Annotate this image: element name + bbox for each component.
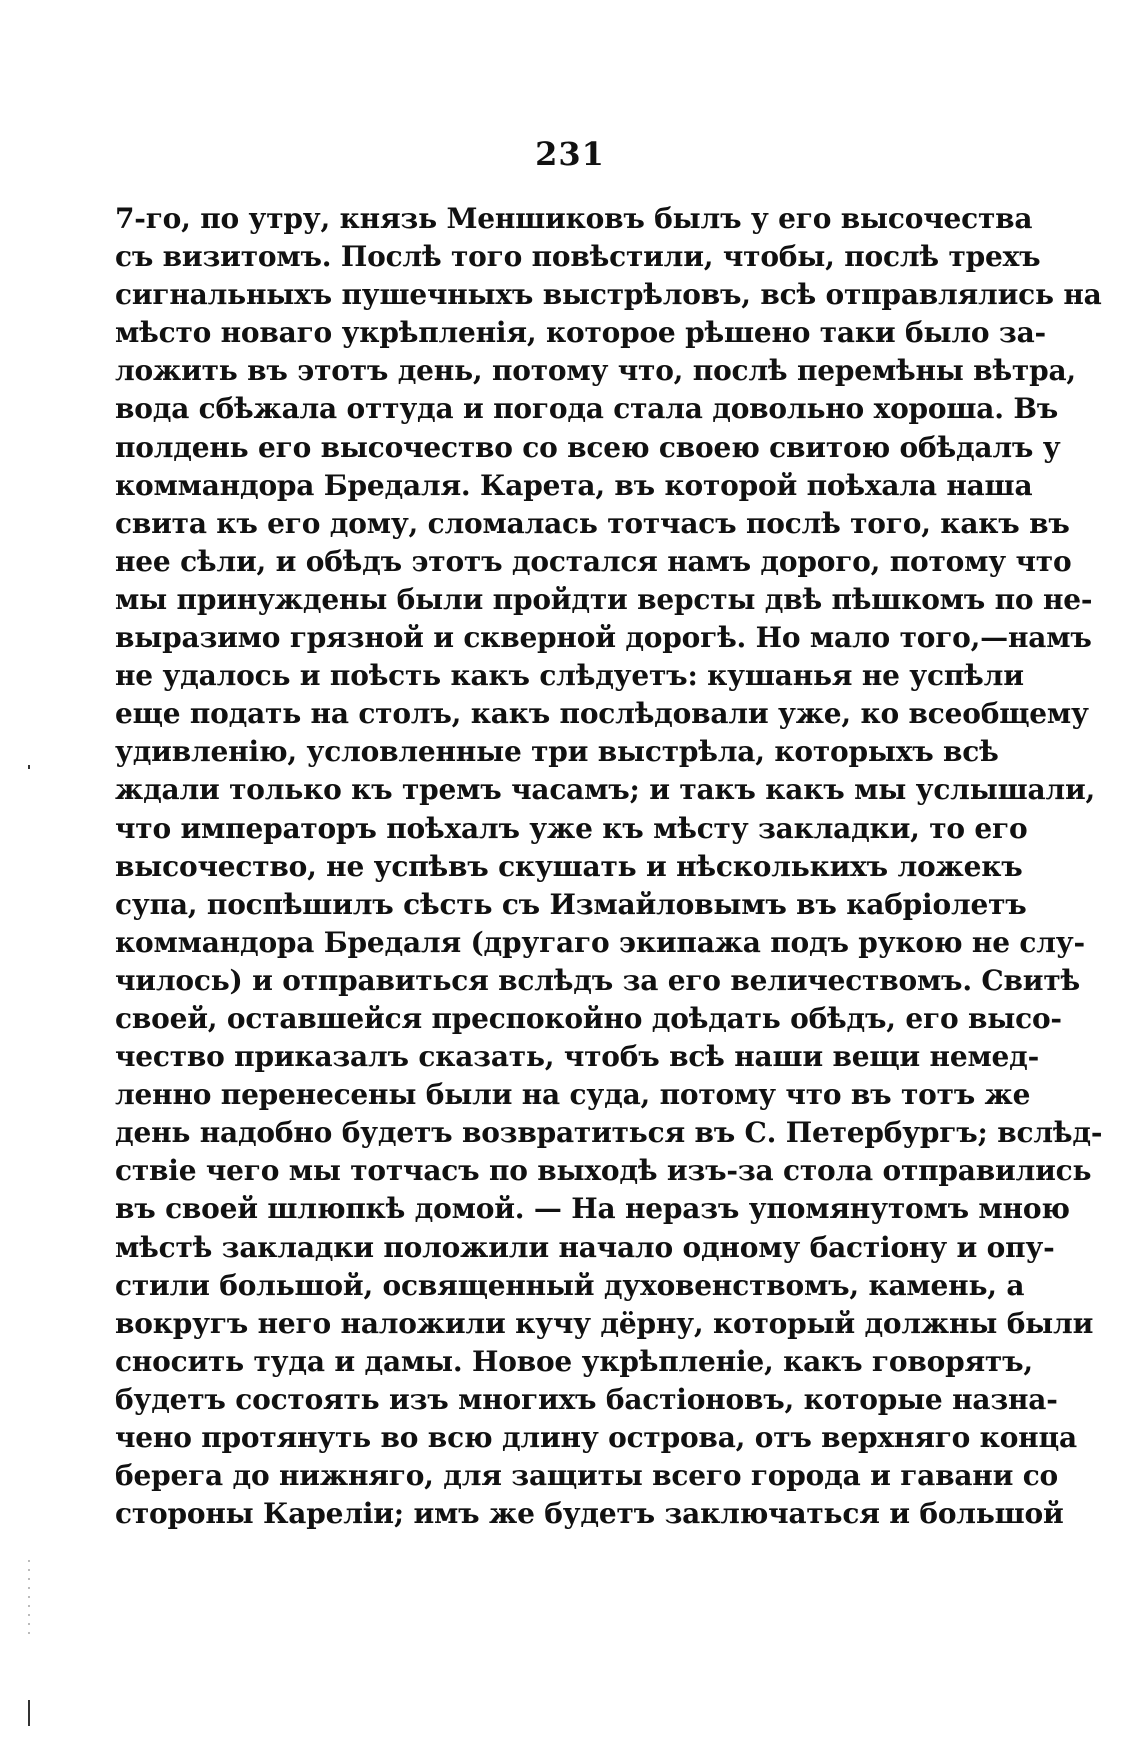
- text-line: удивленію, условленные три выстрѣла, которыхъ всѣ: [115, 735, 999, 769]
- text-line: что императоръ поѣхалъ уже къ мѣсту закладки, то его: [115, 811, 1028, 845]
- text-line: стили большой, освященный духовенствомъ, камень, а: [115, 1268, 1025, 1302]
- text-line: мѣсто новаго укрѣпленія, которое рѣшено таки было за-: [115, 316, 1046, 350]
- text-line: сигнальныхъ пушечныхъ выстрѣловъ, всѣ отправлялись на: [115, 278, 1102, 312]
- text-line: вокругъ него наложили кучу дёрну, который должны были: [115, 1306, 1094, 1340]
- text-line: ждали только къ тремъ часамъ; и такъ какъ мы услышали,: [115, 773, 1096, 807]
- text-line: сносить туда и дамы. Новое укрѣпленіе, какъ говорятъ,: [115, 1344, 1033, 1378]
- text-line: своей, оставшейся преспокойно доѣдать обѣдъ, его высо-: [115, 1001, 1062, 1035]
- text-line: коммандора Бредаля. Карета, въ которой поѣхала наша: [115, 468, 1033, 502]
- text-line: супа, поспѣшилъ сѣсть съ Измайловымъ въ кабріолетъ: [115, 887, 1027, 921]
- text-line: не удалось и поѣсть какъ слѣдуетъ: кушанья не успѣли: [115, 659, 1024, 693]
- text-line: 7-го, по утру, князь Меншиковъ былъ у его высочества: [115, 202, 1033, 235]
- text-line: еще подать на столъ, какъ послѣдовали уже, ко всеобщему: [115, 697, 1089, 731]
- text-line: ленно перенесены были на суда, потому что въ тотъ же: [115, 1078, 1031, 1112]
- text-line: чество приказалъ сказать, чтобъ всѣ наши вещи немед-: [115, 1040, 1040, 1074]
- text-line: чено протянуть во всю длину острова, отъ верхняго конца: [115, 1421, 1077, 1454]
- text-line: свита къ его дому, сломалась тотчасъ послѣ того, какъ въ: [115, 506, 1070, 540]
- text-line: мы принуждены были пройдти версты двѣ пѣшкомъ по не-: [115, 582, 1093, 616]
- text-line: полдень его высочество со всею своею свитою обѣдалъ у: [115, 430, 1061, 464]
- text-line: высочество, не успѣвъ скушать и нѣсколькихъ ложекъ: [115, 849, 1023, 883]
- margin-mark: [28, 765, 30, 769]
- text-line: стороны Кареліи; имъ же будетъ заключаться и большой: [115, 1497, 1064, 1531]
- body-text: [115, 200, 1103, 1533]
- text-line: нее сѣли, и обѣдъ этотъ достался намъ дорого, потому что: [115, 544, 1072, 578]
- text-line: мѣстѣ закладки положили начало одному бастіону и опу-: [115, 1230, 1055, 1264]
- text-line: день надобно будетъ возвратиться въ С. Петербургъ; вслѣд-: [115, 1116, 1103, 1150]
- text-line: коммандора Бредаля (другаго экипажа подъ рукою не слу-: [115, 925, 1085, 959]
- text-line: выразимо грязной и скверной дорогѣ. Но мало того,—намъ: [115, 621, 1092, 655]
- page-number: 231: [535, 135, 605, 173]
- text-line: ствіе чего мы тотчасъ по выходѣ изъ-за стола отправились: [115, 1154, 1092, 1188]
- text-line: въ своей шлюпкѣ домой. — На неразъ упомянутомъ мною: [115, 1192, 1070, 1226]
- scan-artifact: [28, 1560, 30, 1640]
- text-line: съ визитомъ. Послѣ того повѣстили, чтобы, послѣ трехъ: [115, 240, 1041, 274]
- text-line: чилось) и отправиться вслѣдъ за его величествомъ. Свитѣ: [115, 963, 1080, 997]
- margin-mark: [28, 1700, 30, 1726]
- text-line: берега до нижняго, для защиты всего города и гавани со: [115, 1459, 1059, 1493]
- text-line: ложить въ этотъ день, потому что, послѣ перемѣны вѣтра,: [115, 354, 1076, 388]
- text-line: вода сбѣжала оттуда и погода стала довольно хороша. Въ: [115, 392, 1059, 426]
- text-line: будетъ состоять изъ многихъ бастіоновъ, которые назна-: [115, 1382, 1058, 1416]
